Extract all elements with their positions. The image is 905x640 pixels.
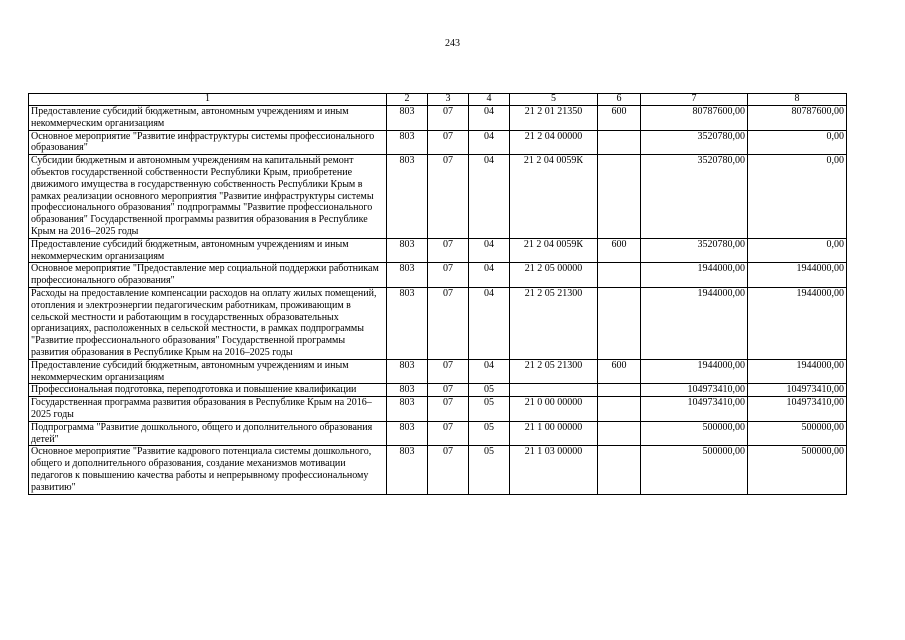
- section-code: 07: [428, 130, 469, 155]
- amount-col7: 3520780,00: [641, 155, 748, 239]
- amount-col7: 3520780,00: [641, 238, 748, 263]
- item-name: Расходы на предоставление компенсации расходов на оплату жилых помещений, отопления и электроэнергии педагогическим работникам, проживающим в сельской местности и работающим в государственных образовательных организациях, расположенных в сельской местности, в рамках подпрограммы "Развитие профессионального образования" Государственной программы развития образования в Республике Крым на 2016–2025 годы: [29, 287, 387, 359]
- column-header: 7: [641, 94, 748, 106]
- column-header: 3: [428, 94, 469, 106]
- admin-code: 803: [387, 384, 428, 397]
- table-row: [29, 238, 847, 263]
- page-number: 243: [445, 38, 460, 49]
- section-code: 07: [428, 155, 469, 239]
- subsection-code: 05: [469, 446, 510, 494]
- target-article-code: 21 0 00 00000: [510, 397, 598, 422]
- subsection-code: 04: [469, 238, 510, 263]
- target-article-code: 21 1 03 00000: [510, 446, 598, 494]
- expense-type-code: 600: [598, 106, 641, 131]
- item-name: Подпрограмма "Развитие дошкольного, общего и дополнительного образования детей": [29, 421, 387, 446]
- table-row: [29, 263, 847, 288]
- admin-code: 803: [387, 397, 428, 422]
- amount-col8: 0,00: [748, 155, 847, 239]
- section-code: 07: [428, 421, 469, 446]
- subsection-code: 04: [469, 359, 510, 384]
- section-code: 07: [428, 397, 469, 422]
- target-article-code: 21 2 05 21300: [510, 359, 598, 384]
- item-name: Предоставление субсидий бюджетным, автономным учреждениям и иным некоммерческим организациям: [29, 238, 387, 263]
- subsection-code: 05: [469, 421, 510, 446]
- amount-col7: 1944000,00: [641, 287, 748, 359]
- expense-type-code: [598, 130, 641, 155]
- table-row: [29, 446, 847, 494]
- admin-code: 803: [387, 263, 428, 288]
- amount-col7: 500000,00: [641, 421, 748, 446]
- column-header: 4: [469, 94, 510, 106]
- table-row: [29, 130, 847, 155]
- amount-col7: 1944000,00: [641, 359, 748, 384]
- amount-col8: 104973410,00: [748, 384, 847, 397]
- amount-col7: 1944000,00: [641, 263, 748, 288]
- item-name: Основное мероприятие "Развитие инфраструктуры системы профессионального образования": [29, 130, 387, 155]
- subsection-code: 04: [469, 263, 510, 288]
- expense-type-code: [598, 421, 641, 446]
- table-row: [29, 359, 847, 384]
- item-name: Основное мероприятие "Развитие кадрового потенциала системы дошкольного, общего и дополнительного образования, создание механизмов мотивации педагогов к повышению качества работы и непрерывному профессиональному развитию": [29, 446, 387, 494]
- target-article-code: 21 1 00 00000: [510, 421, 598, 446]
- table-row: [29, 287, 847, 359]
- table-row: [29, 397, 847, 422]
- item-name: Предоставление субсидий бюджетным, автономным учреждениям и иным некоммерческим организациям: [29, 359, 387, 384]
- column-header: 5: [510, 94, 598, 106]
- table-row: [29, 106, 847, 131]
- subsection-code: 04: [469, 106, 510, 131]
- expense-type-code: 600: [598, 238, 641, 263]
- admin-code: 803: [387, 287, 428, 359]
- section-code: 07: [428, 263, 469, 288]
- column-header: 1: [29, 94, 387, 106]
- item-name: Профессиональная подготовка, переподготовка и повышение квалификации: [29, 384, 387, 397]
- expense-type-code: [598, 384, 641, 397]
- admin-code: 803: [387, 106, 428, 131]
- expense-type-code: [598, 155, 641, 239]
- amount-col8: 500000,00: [748, 421, 847, 446]
- admin-code: 803: [387, 446, 428, 494]
- item-name: Государственная программа развития образования в Республике Крым на 2016–2025 годы: [29, 397, 387, 422]
- amount-col8: 1944000,00: [748, 287, 847, 359]
- admin-code: 803: [387, 238, 428, 263]
- subsection-code: 04: [469, 130, 510, 155]
- target-article-code: 21 2 04 0059К: [510, 238, 598, 263]
- subsection-code: 05: [469, 384, 510, 397]
- target-article-code: 21 2 05 21300: [510, 287, 598, 359]
- section-code: 07: [428, 384, 469, 397]
- expense-type-code: [598, 287, 641, 359]
- admin-code: 803: [387, 155, 428, 239]
- subsection-code: 04: [469, 155, 510, 239]
- amount-col8: 0,00: [748, 130, 847, 155]
- item-name: Предоставление субсидий бюджетным, автономным учреждениям и иным некоммерческим организациям: [29, 106, 387, 131]
- target-article-code: 21 2 04 0059К: [510, 155, 598, 239]
- table-row: [29, 384, 847, 397]
- amount-col7: 3520780,00: [641, 130, 748, 155]
- table-body: [29, 106, 847, 495]
- budget-table: [28, 93, 847, 495]
- target-article-code: 21 2 04 00000: [510, 130, 598, 155]
- column-header: 8: [748, 94, 847, 106]
- column-header: 6: [598, 94, 641, 106]
- expense-type-code: [598, 446, 641, 494]
- section-code: 07: [428, 359, 469, 384]
- column-header: 2: [387, 94, 428, 106]
- amount-col8: 80787600,00: [748, 106, 847, 131]
- expense-type-code: [598, 263, 641, 288]
- table-header: [29, 94, 847, 106]
- section-code: 07: [428, 446, 469, 494]
- expense-type-code: 600: [598, 359, 641, 384]
- amount-col7: 80787600,00: [641, 106, 748, 131]
- amount-col8: 1944000,00: [748, 359, 847, 384]
- amount-col7: 104973410,00: [641, 397, 748, 422]
- section-code: 07: [428, 287, 469, 359]
- table-row: [29, 421, 847, 446]
- amount-col8: 0,00: [748, 238, 847, 263]
- admin-code: 803: [387, 359, 428, 384]
- item-name: Основное мероприятие "Предоставление мер социальной поддержки работникам профессионального образования": [29, 263, 387, 288]
- subsection-code: 04: [469, 287, 510, 359]
- amount-col8: 1944000,00: [748, 263, 847, 288]
- item-name: Субсидии бюджетным и автономным учреждениям на капитальный ремонт объектов государственной собственности Республики Крым, приобретение движимого имущества в государственную собственность Республики Крым в рамках реализации основного мероприятия "Развитие инфраструктуры системы профессионального образования" подпрограммы "Развитие профессионального образования" Государственной программы развития образования в Республике Крым на 2016–2025 годы: [29, 155, 387, 239]
- admin-code: 803: [387, 421, 428, 446]
- header-row: [29, 94, 847, 106]
- amount-col8: 500000,00: [748, 446, 847, 494]
- target-article-code: [510, 384, 598, 397]
- subsection-code: 05: [469, 397, 510, 422]
- table-row: [29, 155, 847, 239]
- admin-code: 803: [387, 130, 428, 155]
- target-article-code: 21 2 05 00000: [510, 263, 598, 288]
- amount-col8: 104973410,00: [748, 397, 847, 422]
- target-article-code: 21 2 01 21350: [510, 106, 598, 131]
- amount-col7: 104973410,00: [641, 384, 748, 397]
- section-code: 07: [428, 106, 469, 131]
- section-code: 07: [428, 238, 469, 263]
- amount-col7: 500000,00: [641, 446, 748, 494]
- expense-type-code: [598, 397, 641, 422]
